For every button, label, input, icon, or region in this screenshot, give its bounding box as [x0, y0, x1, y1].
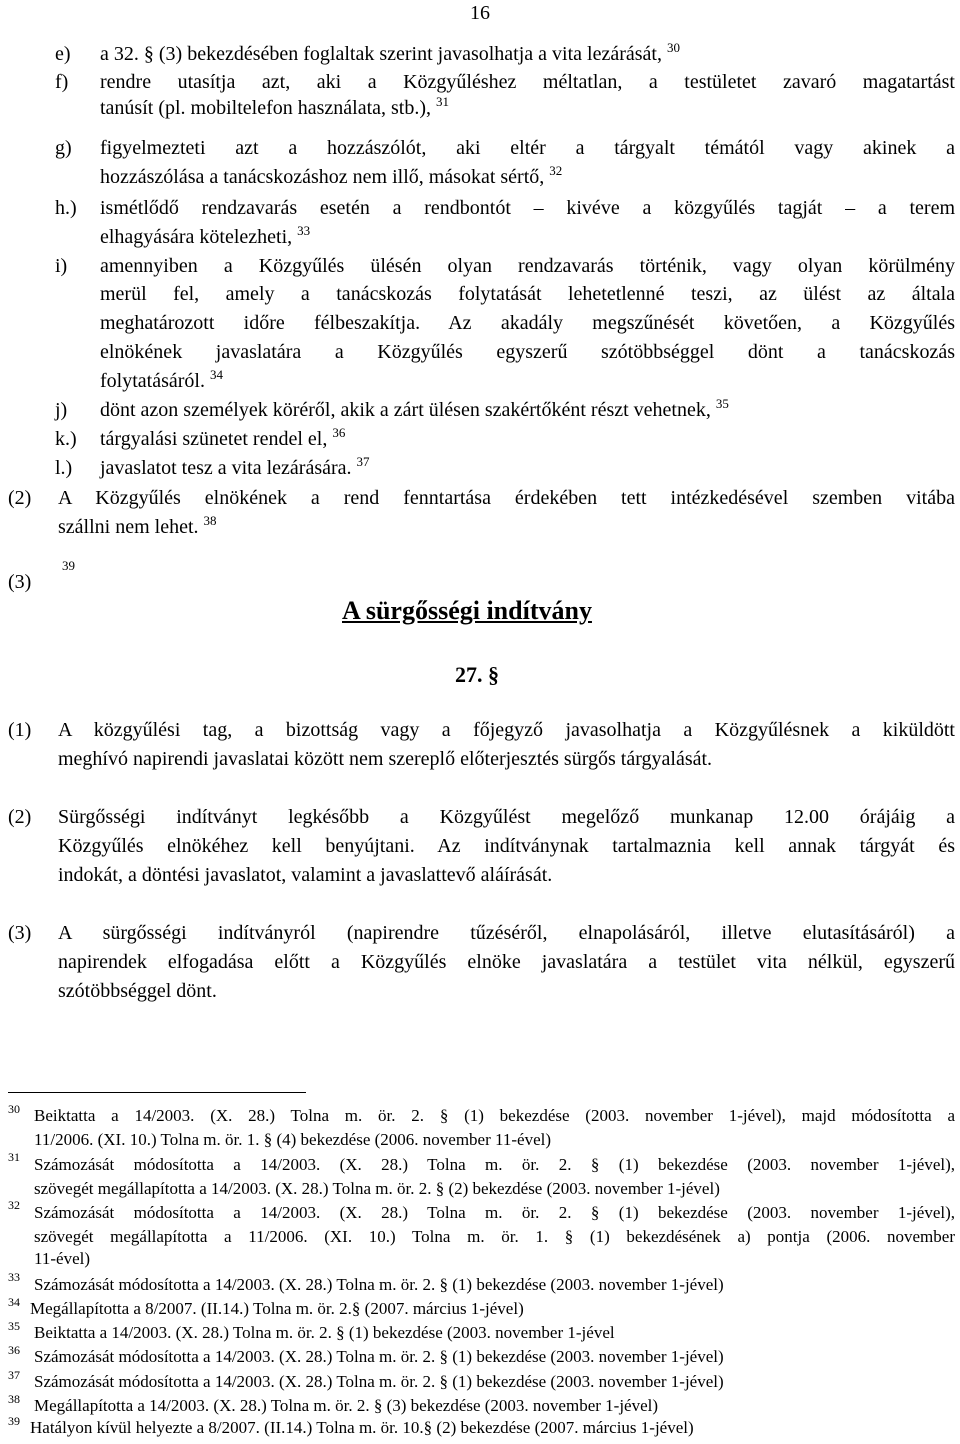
footnote-33-number: 33	[8, 1270, 20, 1284]
item-h-line1: ismétlődő rendzavarás esetén a rendbontót – kivéve a közgyűlés tagját – a terem	[100, 197, 955, 219]
item-i-line4: elnökének javaslatára a Közgyűlés egyszerű szótöbbséggel dönt a tanácskozás	[100, 341, 955, 363]
footnote-37-line1: Számozását módosította a 14/2003. (X. 28.) Tolna m. ör. 2. § (1) bekezdése (2003. november 1-jével)	[34, 1372, 724, 1391]
footnote-30-line2: 11/2006. (XI. 10.) Tolna m. ör. 1. § (4) bekezdése (2006. november 11-ével)	[34, 1130, 552, 1149]
footnote-33-line1: Számozását módosította a 14/2003. (X. 28.) Tolna m. ör. 2. § (1) bekezdése (2003. november 1-jével)	[34, 1275, 724, 1294]
item-i-line1: amennyiben a Közgyűlés ülésén olyan rendzavarás történik, vagy olyan körülmény	[100, 255, 955, 277]
para2-line2: szállni nem lehet. $^{38}$	[58, 513, 217, 538]
footnote-ref[interactable]: 30	[666, 40, 680, 55]
footnote-32-number: 32	[8, 1198, 20, 1212]
footnote-ref[interactable]: 33	[297, 223, 311, 238]
para2-label: (2)	[8, 487, 32, 509]
s27-p2-line1: Sürgősségi indítványt legkésőbb a Közgyűlést megelőző munkanap 12.00 órájáig a	[58, 806, 955, 828]
item-i-line5: folytatásáról. $^{34}$	[100, 367, 223, 392]
footnote-30-line1: Beiktatta a 14/2003. (X. 28.) Tolna m. ör. 2. § (1) bekezdése (2003. november 1-jével), majd módosította a	[34, 1106, 955, 1125]
footnote-39-number: 39	[8, 1414, 20, 1428]
s27-p2-line2: Közgyűlés elnökéhez kell benyújtani. Az indítványnak tartalmaznia kell annak tárgyát és	[58, 835, 955, 857]
item-e-text: a 32. § (3) bekezdésében foglaltak szerint javasolhatja a vita lezárását, $^{30}$	[100, 40, 680, 65]
footnote-39-line1: Hatályon kívül helyezte a 8/2007. (II.14.) Tolna m. ör. 10.§ (2) bekezdése (2007. március 1-jével)	[30, 1418, 694, 1437]
footnote-32-line2: szövegét megállapította a 11/2006. (XI. 10.) Tolna m. ör. 1. § (1) bekezdésének a) pontja (2006. november	[34, 1227, 955, 1246]
footnote-36-number: 36	[8, 1343, 20, 1357]
item-l-label: l.)	[55, 457, 73, 479]
footnote-ref[interactable]: 32	[549, 163, 563, 178]
footnote-35-line1: Beiktatta a 14/2003. (X. 28.) Tolna m. ör. 2. § (1) bekezdése (2003. november 1-jével	[34, 1323, 615, 1342]
footnote-31-line2: szövegét megállapította a 14/2003. (X. 28.) Tolna m. ör. 2. § (2) bekezdése (2003. november 1-jével)	[34, 1179, 720, 1198]
footnote-31-line1: Számozását módosította a 14/2003. (X. 28.) Tolna m. ör. 2. § (1) bekezdése (2003. november 1-jével),	[34, 1155, 955, 1174]
item-f-line2: tanúsít (pl. mobiltelefon használata, stb.), $^{31}$	[100, 94, 450, 119]
page-number: 16	[470, 2, 490, 24]
item-j-label: j)	[55, 399, 68, 421]
s27-p2-line3: indokát, a döntési javaslatot, valamint a javaslattevő aláírását.	[58, 864, 553, 886]
item-f-line1: rendre utasítja azt, aki a Közgyűléshez méltatlan, a testületet zavaró magatartást	[100, 71, 955, 93]
item-h-line2: elhagyására kötelezheti, $^{33}$	[100, 223, 311, 248]
footnote-separator	[8, 1092, 306, 1093]
para2-line1: A Közgyűlés elnökének a rend fenntartása érdekében tett intézkedésével szemben vitába	[58, 487, 955, 509]
item-i-line2: merül fel, amely a tanácskozás folytatását lehetetlenné teszi, az ülést az általa	[100, 283, 955, 305]
footnote-31-number: 31	[8, 1150, 20, 1164]
s27-p3-line1: A sürgősségi indítványról (napirendre tűzéséről, elnapolásáról, illetve elutasításáról) a	[58, 922, 955, 944]
footnote-ref[interactable]: 38	[203, 513, 217, 528]
footnote-38-number: 38	[8, 1392, 20, 1406]
footnote-ref[interactable]: 31	[436, 94, 450, 109]
item-i-line3: meghatározott időre félbeszakítja. Az akadály megszűnését követően, a Közgyűlés	[100, 312, 955, 334]
section-heading: A sürgősségi indítvány	[342, 596, 592, 625]
footnote-30-number: 30	[8, 1102, 20, 1116]
item-g-line1: figyelmezteti azt a hozzászólót, aki eltér a tárgyalt témától vagy akinek a	[100, 137, 955, 159]
footnote-ref[interactable]: 34	[209, 367, 223, 382]
footnote-37-number: 37	[8, 1368, 20, 1382]
item-g-line2: hozzászólása a tanácskozáshoz nem illő, másokat sértő, $^{32}$	[100, 163, 563, 188]
s27-p1-line1: A közgyűlési tag, a bizottság vagy a főjegyző javasolhatja a Közgyűlésnek a kiküldött	[58, 719, 955, 741]
item-l-text: javaslatot tesz a vita lezárására. $^{37}$	[100, 454, 370, 479]
s27-p3-label: (3)	[8, 922, 32, 944]
item-e-label: e)	[55, 43, 71, 65]
para3-label: (3)	[8, 571, 32, 593]
section-number: 27. §	[455, 662, 499, 687]
item-k-text: tárgyalási szünetet rendel el, $^{36}$	[100, 425, 346, 450]
s27-p3-line2: napirendek elfogadása előtt a Közgyűlés elnöke javaslatára a testület vita nélkül, egyszerű	[58, 951, 955, 973]
item-g-label: g)	[55, 137, 72, 159]
s27-p2-label: (2)	[8, 806, 32, 828]
item-i-label: i)	[55, 255, 68, 277]
footnote-34-line1: Megállapította a 8/2007. (II.14.) Tolna m. ör. 2.§ (2007. március 1-jével)	[30, 1299, 524, 1318]
s27-p1-label: (1)	[8, 719, 32, 741]
s27-p3-line3: szótöbbséggel dönt.	[58, 980, 217, 1002]
item-h-label: h.)	[55, 197, 77, 219]
para3-footnote-ref[interactable]: 39	[62, 558, 75, 573]
footnote-36-line1: Számozását módosította a 14/2003. (X. 28.) Tolna m. ör. 2. § (1) bekezdése (2003. november 1-jével)	[34, 1347, 724, 1366]
item-k-label: k.)	[55, 428, 77, 450]
footnote-34-number: 34	[8, 1295, 20, 1309]
footnote-38-line1: Megállapította a 14/2003. (X. 28.) Tolna m. ör. 2. § (3) bekezdése (2003. november 1-jével)	[34, 1396, 659, 1415]
footnote-ref[interactable]: 36	[332, 425, 346, 440]
s27-p1-line2: meghívó napirendi javaslatai között nem szereplő előterjesztés sürgős tárgyalását.	[58, 748, 713, 770]
item-j-text: dönt azon személyek köréről, akik a zárt ülésen szakértőként részt vehetnek, $^{35}$	[100, 396, 729, 421]
footnote-ref[interactable]: 35	[715, 396, 729, 411]
footnote-32-line1: Számozását módosította a 14/2003. (X. 28.) Tolna m. ör. 2. § (1) bekezdése (2003. november 1-jével),	[34, 1203, 955, 1222]
footnote-32-line3: 11-ével)	[34, 1249, 91, 1268]
footnote-ref[interactable]: 37	[356, 454, 370, 469]
footnote-35-number: 35	[8, 1319, 20, 1333]
item-f-label: f)	[55, 71, 69, 93]
